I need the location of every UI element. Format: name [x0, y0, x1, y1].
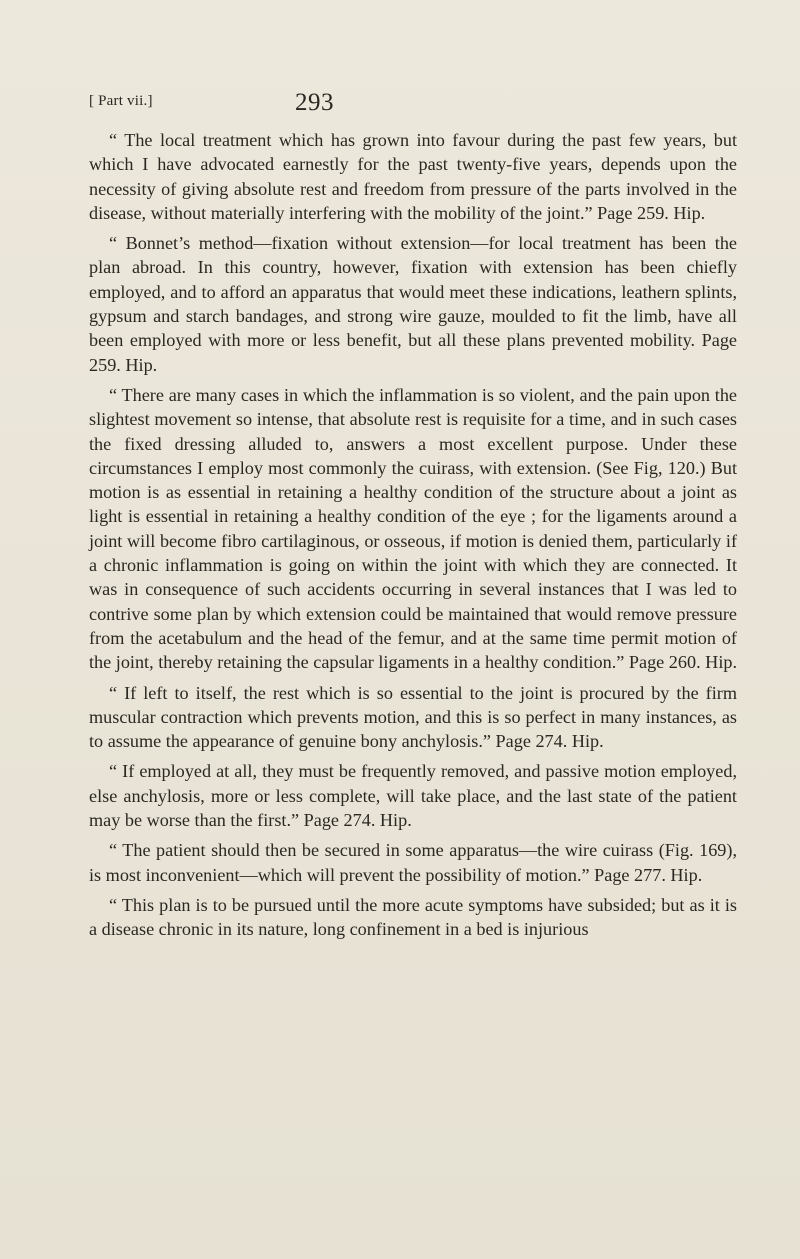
- paragraph: “ If employed at all, they must be frequently removed, and passive motion employed, else anchylosis, more or less complete, will take place, and the last state of the patient may be worse than the first.” Page 274. Hip.: [89, 761, 737, 831]
- paragraph: “ This plan is to be pursued until the more acute symptoms have subsided; but as it is a disease chronic in its nature, long confinement in a bed is injurious: [89, 894, 737, 940]
- paragraph: “ If left to itself, the rest which is so essential to the joint is procured by the firm muscular contraction which prevents motion, and this is so perfect in many instances, as to assume the appearance of genuine bony anchylosis.” Page 274. Hip.: [89, 682, 737, 752]
- paragraph: “ The patient should then be secured in some apparatus—the wire cuirass (Fig. 169), is most inconvenient—which will prevent the possibility of motion.” Page 277. Hip.: [89, 840, 737, 885]
- part-label: [ Part vii.]: [89, 93, 153, 109]
- running-head: [89, 89, 729, 123]
- paragraph: “ Bonnet’s method—fixation without extension—for local treatment has been the plan abroad. In this country, however, fixation with extension has been chiefly employed, and to afford an apparatus that would meet these indications, leathern splints, gypsum and starch bandages, and strong wire gauze, moulded to fit the limb, have all been employed with more or less benefit, but all these plans prevented mobility. Page 259. Hip.: [89, 233, 737, 375]
- page-number: 293: [295, 89, 334, 116]
- body-text: [89, 128, 737, 948]
- paragraph: “ There are many cases in which the inflammation is so violent, and the pain upon the slightest movement so intense, that absolute rest is requisite for a time, and in such cases the fixed dressing alluded to, answers a most excellent purpose. Under these circumstances I employ most commonly the cuirass, with extension. (See Fig, 120.) But motion is as essential in retaining a healthy condition of the structure about a joint as light is essential in retaining a healthy condition of the eye ; for the ligaments around a joint will become fibro cartilaginous, or osseous, if motion is denied them, particularly if a chronic inflammation is going on within the joint with which they are connected. It was in consequence of such accidents occurring in several instances that I was led to contrive some plan by which extension could be maintained that would remove pressure from the acetabulum and the head of the femur, and at the same time permit motion of the joint, thereby retaining the capsular ligaments in a healthy condition.” Page 260. Hip.: [89, 384, 738, 673]
- paragraph: “ The local treatment which has grown into favour during the past few years, but which I have advocated earnestly for the past twenty-five years, depends upon the necessity of giving absolute rest and freedom from pressure of the parts involved in the disease, without materially interfering with the mobility of the joint.” Page 259. Hip.: [89, 130, 737, 223]
